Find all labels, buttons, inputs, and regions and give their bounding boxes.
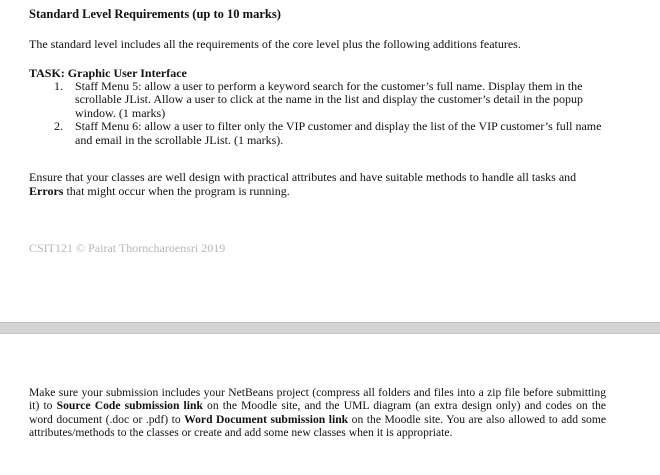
page-break-divider bbox=[0, 322, 660, 334]
task-title: TASK: Graphic User Interface bbox=[29, 66, 187, 80]
word-document-link-text: Word Document submission link bbox=[184, 412, 349, 426]
submission-text-part2: on the Moodle site, and the UML diagram (an extra design only) and codes on the word document (.doc or .pdf) to bbox=[29, 399, 607, 426]
submission-paragraph bbox=[29, 386, 606, 439]
list-item bbox=[29, 120, 609, 147]
list-item-text: Staff Menu 5: allow a user to perform a keyword search for the customer’s full name. Display them in the scrollable JList. Allow a user to click at the name in the list and display the customer’s detail in the popup window. (1 marks) bbox=[75, 79, 584, 120]
list-item-text: Staff Menu 6: allow a user to filter only the VIP customer and display the list of the VIP customer’s full name and email in the scrollable JList. (1 marks). bbox=[75, 119, 602, 147]
list-item-number: 1. bbox=[54, 79, 63, 93]
submission-text-part1: Make sure your submission includes your NetBeans project (compress all folders and files into a zip file before submitting it) to bbox=[29, 386, 606, 413]
ensure-text-part1: Ensure that your classes are well design with practical attributes and have suitable methods to handle all tasks and bbox=[29, 170, 577, 184]
source-code-link-text: Source Code submission link bbox=[56, 399, 203, 413]
page-footer: CSIT121 © Pairat Thorncharoensri 2019 bbox=[29, 241, 226, 255]
section-heading: Standard Level Requirements (up to 10 marks) bbox=[29, 7, 281, 21]
list-item-number: 2. bbox=[54, 119, 63, 134]
submission-text-part3: on the Moodle site. You are also allowed to add some attributes/methods to the classes or create and add some new classes when it is appropriate. bbox=[29, 412, 607, 439]
ensure-errors-emphasis: Errors bbox=[29, 184, 64, 198]
ensure-paragraph bbox=[29, 170, 609, 198]
task-list bbox=[29, 80, 609, 147]
intro-paragraph: The standard level includes all the requirements of the core level plus the following additions features. bbox=[29, 37, 521, 51]
ensure-text-part2: that might occur when the program is running. bbox=[63, 184, 290, 198]
list-item bbox=[29, 80, 609, 120]
